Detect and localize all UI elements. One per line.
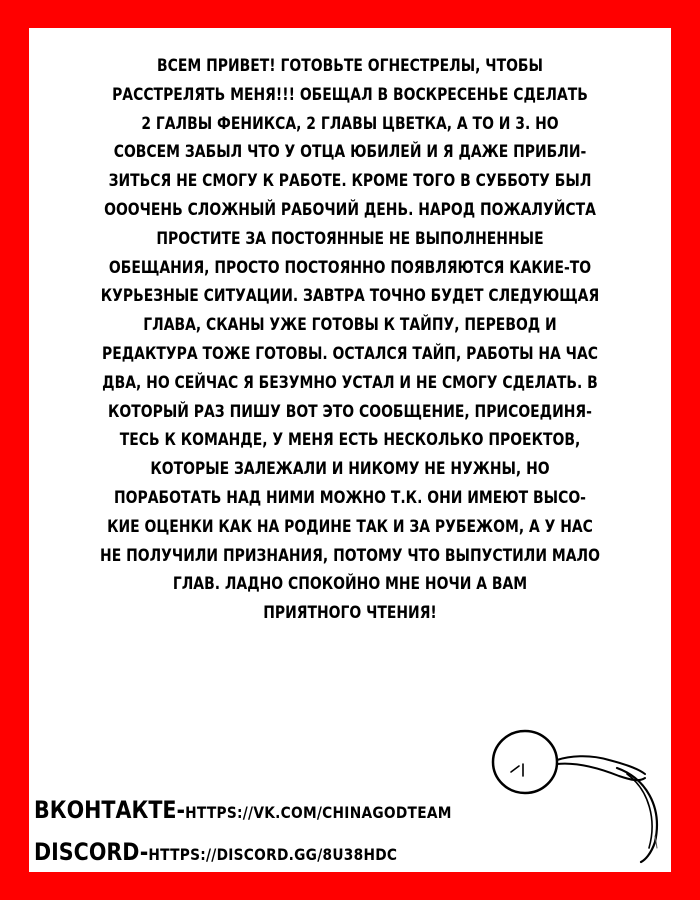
message-line: ЗИТЬСЯ НЕ СМОГУ К РАБОТЕ. КРОМЕ ТОГО В СУББОТУ БЫЛ <box>108 171 592 191</box>
announcement-text <box>87 52 613 628</box>
message-line: КОТОРЫЙ РАЗ ПИШУ ВОТ ЭТО СООБЩЕНИЕ, ПРИСОЕДИНЯ- <box>108 401 592 421</box>
figure-back <box>627 774 652 848</box>
message-line: ГЛАВ. ЛАДНО СПОКОЙНО МНЕ НОЧИ А ВАМ <box>172 574 528 594</box>
vk-link-row <box>34 796 452 824</box>
message-line: ТЕСЬ К КОМАНДЕ, У МЕНЯ ЕСТЬ НЕСКОЛЬКО ПРОЕКТОВ, <box>119 430 581 450</box>
vk-url-link[interactable]: HTTPS://VK.COM/CHINAGODTEAM <box>185 803 452 822</box>
message-line: ГЛАВА, СКАНЫ УЖЕ ГОТОВЫ К ТАЙПУ, ПЕРЕВОД И <box>143 315 557 335</box>
discord-separator: - <box>139 838 149 866</box>
discord-url-link[interactable]: HTTPS://DISCORD.GG/8U38HDC <box>148 845 398 864</box>
discord-label: DISCORD <box>34 838 140 866</box>
message-line: НЕ ПОЛУЧИЛИ ПРИЗНАНИЯ, ПОТОМУ ЧТО ВЫПУСТИЛИ МАЛО <box>100 545 600 565</box>
message-line: ПОРАБОТАТЬ НАД НИМИ МОЖНО Т.К. ОНИ ИМЕЮТ ВЫСО- <box>114 487 586 507</box>
message-line: КОТОРЫЕ ЗАЛЕЖАЛИ И НИКОМУ НЕ НУЖНЫ, НО <box>150 459 550 479</box>
vk-separator: - <box>176 796 186 824</box>
message-line: 2 ГАЛВЫ ФЕНИКСА, 2 ГЛАВЫ ЦВЕТКА, А ТО И 3. НО <box>141 113 559 133</box>
bowing-stick-figure-icon <box>459 716 669 866</box>
vk-label: ВКОНТАКТЕ <box>34 796 177 824</box>
figure-head <box>493 731 557 793</box>
message-line: ОБЕЩАНИЯ, ПРОСТО ПОСТОЯННО ПОЯВЛЯЮТСЯ КАКИЕ-ТО <box>108 257 592 277</box>
message-panel <box>29 28 671 872</box>
message-line: ПРИЯТНОГО ЧТЕНИЯ! <box>263 603 437 623</box>
message-line: РЕДАКТУРА ТОЖЕ ГОТОВЫ. ОСТАЛСЯ ТАЙП, РАБОТЫ НА ЧАС <box>102 343 598 363</box>
message-line: ПРОСТИТЕ ЗА ПОСТОЯННЫЕ НЕ ВЫПОЛНЕННЫЕ <box>156 228 544 248</box>
message-line: КУРЬЕЗНЫЕ СИТУАЦИИ. ЗАВТРА ТОЧНО БУДЕТ СЛЕДУЮЩАЯ <box>100 286 600 306</box>
message-line: ДВА, НО СЕЙЧАС Я БЕЗУМНО УСТАЛ И НЕ СМОГУ СДЕЛАТЬ. В <box>102 372 598 392</box>
message-line: СОВСЕМ ЗАБЫЛ ЧТО У ОТЦА ЮБИЛЕЙ И Я ДАЖЕ ПРИБЛИ- <box>113 142 587 162</box>
message-line: КИЕ ОЦЕНКИ КАК НА РОДИНЕ ТАК И ЗА РУБЕЖОМ, А У НАС <box>107 516 593 536</box>
message-line: ВСЕМ ПРИВЕТ! ГОТОВЬТЕ ОГНЕСТРЕЛЫ, ЧТОБЫ <box>157 56 543 75</box>
message-line: ОООЧЕНЬ СЛОЖНЫЙ РАБОЧИЙ ДЕНЬ. НАРОД ПОЖАЛУЙСТА <box>104 199 596 219</box>
message-line: РАССТРЕЛЯТЬ МЕНЯ!!! ОБЕЩАЛ В ВОСКРЕСЕНЬЕ СДЕЛАТЬ <box>112 84 588 104</box>
discord-link-row <box>34 838 397 866</box>
figure-arm <box>557 756 645 774</box>
